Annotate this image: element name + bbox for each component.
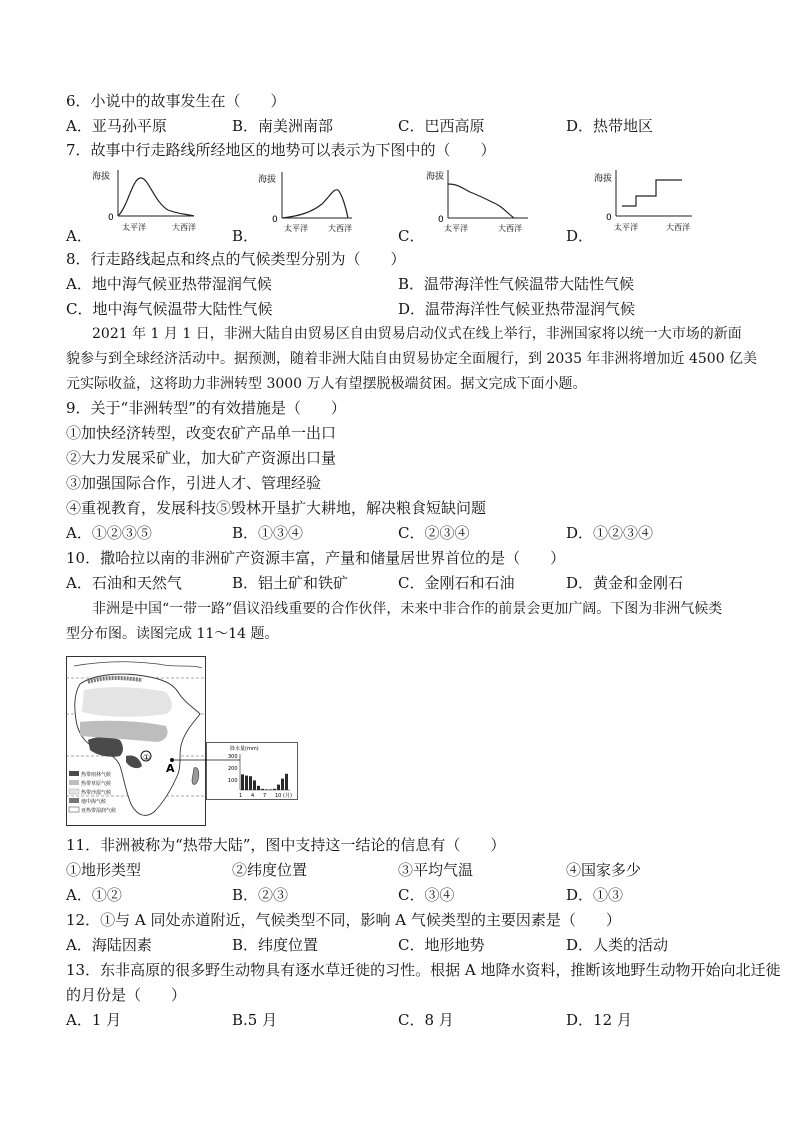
profile-d-right-label: 大西洋 <box>666 223 690 232</box>
precip-ylabel: 降水量(mm) <box>230 746 259 752</box>
q9-stem: 9．关于“非洲转型”的有效措施是（ ） <box>66 399 346 417</box>
q12-option-d: D．人类的活动 <box>566 936 669 954</box>
q9-option-a: A．①②③⑤ <box>66 524 152 542</box>
passage1-line-2: 貌参与到全球经济活动中。据预测，随着非洲大陆自由贸易协定全面履行，到 2035 年非洲将增加近 4500 亿美 <box>66 351 758 367</box>
precip-ytick-100: 100 <box>228 778 238 784</box>
q8-option-c: C．地中海气候温带大陆性气候 <box>66 300 273 318</box>
q8-stem: 8．行走路线起点和终点的气候类型分别为（ ） <box>66 250 406 268</box>
q12-option-b: B．纬度位置 <box>232 936 319 954</box>
q11-item-3: ③平均气温 <box>398 861 474 879</box>
q8-option-b: B．温带海洋性气候温带大陆性气候 <box>398 275 635 293</box>
q8-option-d: D．温带海洋性气候亚热带湿润气候 <box>398 300 636 318</box>
q9-item-1: ①加快经济转型，改变农矿产品单一出口 <box>66 424 337 442</box>
q7-option-b: B． <box>232 227 259 245</box>
profile-chart-c <box>418 166 538 234</box>
q9-option-b: B．①③④ <box>232 524 304 542</box>
precip-bar-9 <box>273 789 276 790</box>
legend-item-5: 亚热带湿润气候 <box>81 808 117 814</box>
map-point-a: A <box>166 762 175 775</box>
q11-option-b: B．②③ <box>232 886 289 904</box>
precip-bar-3 <box>249 776 252 790</box>
legend-item-3: 热带沙漠气候 <box>81 790 112 796</box>
precip-xtick-7: 7 <box>263 793 267 799</box>
precip-bar-12 <box>285 774 288 790</box>
q13-stem-line-2: 的月份是（ ） <box>66 986 187 1004</box>
profile-a-zero: 0 <box>108 213 114 223</box>
precip-bar-5 <box>257 786 260 790</box>
q11-stem: 11．非洲被称为“热带大陆”，图中支持这一结论的信息有（ ） <box>66 836 506 854</box>
q11-item-2: ②纬度位置 <box>232 861 308 879</box>
legend-item-4: 地中海气候 <box>81 799 107 805</box>
q6-stem: 6．小说中的故事发生在（ ） <box>66 92 286 110</box>
legend-item-1: 热带雨林气候 <box>81 772 112 778</box>
q9-item-3: ③加强国际合作，引进人才、管理经验 <box>66 474 322 492</box>
profile-b-right-label: 大西洋 <box>328 224 352 233</box>
q7-stem: 7．故事中行走路线所经地区的地势可以表示为下图中的（ ） <box>66 141 496 159</box>
profile-c-left-label: 太平洋 <box>444 224 468 233</box>
precip-bar-10 <box>277 785 280 790</box>
q9-option-c: C．②③④ <box>398 524 470 542</box>
legend-item-2: 热带草原气候 <box>81 781 112 787</box>
precip-bar-11 <box>281 779 284 790</box>
q6-option-c: C．巴西高原 <box>398 117 485 135</box>
q7-option-a: A． <box>66 227 92 245</box>
profile-chart-d <box>592 166 712 234</box>
profile-chart-b <box>252 166 372 234</box>
passage1-line-1: 2021 年 1 月 1 日，非洲大陆自由贸易区自由贸易启动仪式在线上举行，非洲国家将以统一大市场的新面 <box>92 326 742 342</box>
precip-bar-1 <box>241 774 244 790</box>
profile-b-left-label: 太平洋 <box>284 224 308 233</box>
profile-c-zero: 0 <box>438 215 444 225</box>
profile-d-left-label: 太平洋 <box>614 223 638 232</box>
q6-option-d: D．热带地区 <box>566 117 654 135</box>
q11-item-1: ①地形类型 <box>66 861 142 879</box>
precip-ytick-300: 300 <box>228 754 238 760</box>
q12-stem: 12．①与 A 同处赤道附近，气候类型不同，影响 A 气候类型的主要因素是（ ） <box>66 911 621 929</box>
passage1-line-3: 元实际收益，这将助力非洲转型 3000 万人有望摆脱极端贫困。据文完成下面小题。 <box>66 376 587 392</box>
profile-chart-a <box>84 166 204 234</box>
profile-a-ylabel: 海拔 <box>92 172 111 182</box>
q7-option-d: D． <box>566 227 594 245</box>
q9-item-2: ②大力发展采矿业，加大矿产资源出口量 <box>66 449 337 467</box>
precip-xtick-4: 4 <box>251 793 255 799</box>
q6-option-a: A．亚马孙平原 <box>66 117 167 135</box>
precip-bar-4 <box>253 780 256 790</box>
q7-option-c: C． <box>398 227 425 245</box>
passage2-line-1: 非洲是中国“一带一路”倡议沿线重要的合作伙伴，未来中非合作的前景会更加广阔。下图为非洲气候类 <box>92 601 723 617</box>
profile-b-zero: 0 <box>272 215 278 225</box>
precip-xtick-10: 10 <box>275 793 282 799</box>
profile-a-left-label: 太平洋 <box>122 223 146 232</box>
q6-option-b: B．南美洲南部 <box>232 117 334 135</box>
q10-option-c: C．金刚石和石油 <box>398 574 515 592</box>
q11-item-4: ④国家多少 <box>566 861 642 879</box>
precip-bar-8 <box>269 789 272 790</box>
q10-stem: 10．撒哈拉以南的非洲矿产资源丰富，产量和储量居世界首位的是（ ） <box>66 549 566 567</box>
precip-bar-6 <box>261 789 264 790</box>
africa-climate-map <box>66 656 206 826</box>
passage2-line-2: 型分布图。读图完成 11～14 题。 <box>66 626 279 642</box>
precip-xlabel: (月) <box>283 793 292 799</box>
q9-option-d: D．①②③④ <box>566 524 654 542</box>
profile-b-ylabel: 海拔 <box>258 175 277 185</box>
q8-option-a: A．地中海气候亚热带湿润气候 <box>66 275 272 293</box>
map-marker-1: ① <box>143 753 151 762</box>
profile-d-ylabel: 海拔 <box>594 174 613 184</box>
q13-option-a: A．1 月 <box>66 1011 122 1029</box>
q13-option-d: D．12 月 <box>566 1011 632 1029</box>
profile-a-right-label: 大西洋 <box>172 223 196 232</box>
q13-option-b: B.5 月 <box>232 1011 278 1029</box>
q10-option-b: B．铝土矿和铁矿 <box>232 574 349 592</box>
q11-option-a: A．①② <box>66 886 122 904</box>
q12-option-a: A．海陆因素 <box>66 936 152 954</box>
precip-bar-2 <box>245 776 248 790</box>
precip-xtick-1: 1 <box>239 793 243 799</box>
q11-option-d: D．①③ <box>566 886 624 904</box>
q9-item-4: ④重视教育，发展科技⑤毁林开垦扩大耕地，解决粮食短缺问题 <box>66 499 487 517</box>
precip-bar-7 <box>265 789 268 790</box>
q11-option-c: C．③④ <box>398 886 455 904</box>
profile-c-ylabel: 海拔 <box>426 172 445 182</box>
precip-ytick-200: 200 <box>228 766 238 772</box>
profile-d-zero: 0 <box>606 213 612 223</box>
profile-c-right-label: 大西洋 <box>498 224 522 233</box>
q13-stem-line-1: 13．东非高原的很多野生动物具有逐水草迁徙的习性。根据 A 地降水资料，推断该地野生动物开始向北迁徙 <box>66 961 781 979</box>
q10-option-a: A．石油和天然气 <box>66 574 182 592</box>
precipitation-chart <box>206 742 298 800</box>
q10-option-d: D．黄金和金刚石 <box>566 574 684 592</box>
q13-option-c: C．8 月 <box>398 1011 454 1029</box>
q12-option-c: C．地形地势 <box>398 936 485 954</box>
